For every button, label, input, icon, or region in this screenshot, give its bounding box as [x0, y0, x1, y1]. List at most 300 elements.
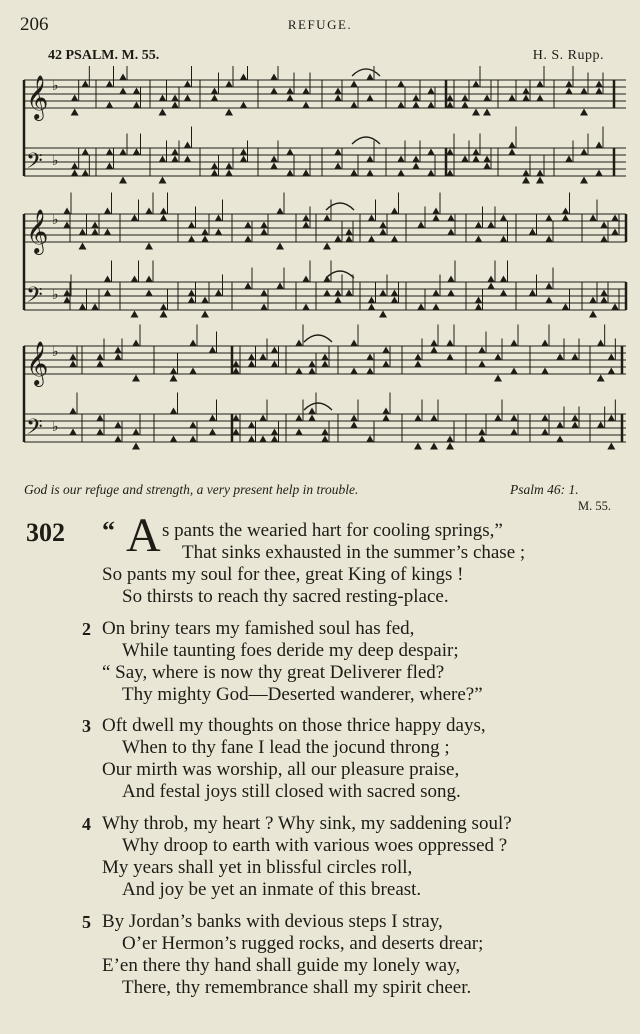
drop-cap: A [126, 509, 161, 562]
note-head [536, 177, 544, 184]
verse-line: Oft dwell my thoughts on those thrice happy days, [102, 715, 486, 736]
note-head [345, 290, 353, 297]
note-head [607, 354, 615, 361]
note-head [71, 163, 79, 170]
note-head [170, 368, 178, 375]
flat-sign: ♭ [52, 287, 59, 303]
note-head [571, 422, 579, 429]
note-head [379, 290, 387, 297]
note-head [334, 88, 342, 95]
note-head [478, 429, 486, 436]
note-head [522, 170, 530, 177]
epigraph-reference: Psalm 46: 1. [510, 482, 579, 497]
note-head [447, 229, 455, 236]
note-head [248, 436, 256, 443]
note-head [350, 340, 358, 347]
note-head [611, 304, 619, 311]
treble-clef: 𝄞 [26, 341, 49, 385]
note-head [571, 415, 579, 422]
fermata [326, 203, 354, 210]
note-head [259, 354, 267, 361]
note-head [536, 95, 544, 102]
note-head [541, 368, 549, 375]
note-head [321, 354, 329, 361]
composer: H. S. Rupp. [532, 48, 604, 63]
note-head [487, 283, 495, 290]
note-head [276, 208, 284, 215]
note-head [350, 422, 358, 429]
note-head [189, 340, 197, 347]
note-head [607, 368, 615, 375]
note-head [483, 95, 491, 102]
note-head [475, 304, 483, 311]
note-head [302, 304, 310, 311]
note-head [391, 236, 399, 243]
note-head [131, 215, 139, 222]
note-head [412, 156, 420, 163]
note-head [522, 88, 530, 95]
note-head [565, 81, 573, 88]
note-head [529, 290, 537, 297]
note-head [432, 304, 440, 311]
verse-line: “ Say, where is now thy great Deliverer fled? [102, 662, 445, 683]
note-head [494, 375, 502, 382]
note-head [114, 422, 122, 429]
note-head [500, 276, 508, 283]
note-head [96, 429, 104, 436]
note-head [565, 88, 573, 95]
note-head [159, 177, 167, 184]
note-head [69, 361, 77, 368]
note-head [366, 95, 374, 102]
note-head [189, 436, 197, 443]
note-head [334, 236, 342, 243]
note-head [106, 149, 114, 156]
flat-sign: ♭ [52, 344, 59, 360]
note-head [302, 215, 310, 222]
note-head [529, 229, 537, 236]
note-head [302, 102, 310, 109]
verse-line: My years shall yet in blissful circles roll, [102, 857, 413, 878]
note-head [345, 236, 353, 243]
bass-clef: 𝄢 [26, 415, 43, 445]
note-head [334, 95, 342, 102]
note-head [350, 81, 358, 88]
note-head [414, 354, 422, 361]
opening-quote: “ [102, 516, 115, 545]
note-head [545, 236, 553, 243]
note-head [260, 222, 268, 229]
note-head [323, 215, 331, 222]
note-head [483, 109, 491, 116]
note-head [79, 229, 87, 236]
note-head [565, 156, 573, 163]
note-head [607, 443, 615, 450]
note-head [260, 304, 268, 311]
note-head [595, 142, 603, 149]
note-head [345, 229, 353, 236]
note-head [597, 340, 605, 347]
note-head [556, 354, 564, 361]
verse-line: There, thy remembrance shall my spirit cheer. [122, 977, 472, 998]
note-head [104, 229, 112, 236]
note-head [494, 354, 502, 361]
note-head [366, 354, 374, 361]
note-head [430, 443, 438, 450]
note-head [188, 236, 196, 243]
note-head [446, 436, 454, 443]
note-head [215, 290, 223, 297]
fermata [352, 69, 380, 76]
note-head [132, 375, 140, 382]
note-head [170, 375, 178, 382]
note-head [562, 304, 570, 311]
note-head [536, 170, 544, 177]
fermata [326, 271, 354, 278]
note-head [188, 297, 196, 304]
note-head [397, 102, 405, 109]
note-head [302, 276, 310, 283]
note-head [334, 297, 342, 304]
note-head [397, 156, 405, 163]
note-head [240, 156, 248, 163]
note-head [600, 222, 608, 229]
note-head [225, 170, 233, 177]
note-head [447, 290, 455, 297]
note-head [432, 208, 440, 215]
note-head [510, 415, 518, 422]
note-head [244, 222, 252, 229]
note-head [159, 156, 167, 163]
flat-sign: ♭ [52, 212, 59, 228]
note-head [412, 95, 420, 102]
note-head [368, 304, 376, 311]
note-head [321, 361, 329, 368]
note-head [366, 436, 374, 443]
note-head [447, 215, 455, 222]
hymn-number: 302 [26, 518, 65, 547]
note-head [562, 208, 570, 215]
note-head [201, 297, 209, 304]
note-head [447, 276, 455, 283]
note-head [171, 156, 179, 163]
note-head [580, 109, 588, 116]
note-head [366, 156, 374, 163]
note-head [545, 297, 553, 304]
note-head [432, 215, 440, 222]
note-head [611, 229, 619, 236]
note-head [79, 243, 87, 250]
verse-number: 2 [82, 619, 91, 639]
note-head [350, 102, 358, 109]
note-head [308, 361, 316, 368]
note-head [580, 88, 588, 95]
note-head [189, 422, 197, 429]
note-head [211, 88, 219, 95]
note-head [379, 311, 387, 318]
note-head [308, 368, 316, 375]
note-head [259, 415, 267, 422]
note-head [145, 276, 153, 283]
running-head: REFUGE. [287, 17, 353, 32]
note-head [91, 229, 99, 236]
note-head [215, 229, 223, 236]
note-head [522, 177, 530, 184]
note-head [414, 415, 422, 422]
note-head [508, 142, 516, 149]
note-head [271, 347, 279, 354]
page-header [0, 14, 640, 38]
note-head [184, 81, 192, 88]
note-head [170, 408, 178, 415]
note-head [483, 156, 491, 163]
note-head [366, 74, 374, 81]
note-head [96, 354, 104, 361]
note-head [240, 149, 248, 156]
note-head [472, 81, 480, 88]
note-head [545, 215, 553, 222]
note-head [541, 415, 549, 422]
note-head [188, 222, 196, 229]
bass-clef: 𝄢 [26, 149, 43, 179]
note-head [379, 229, 387, 236]
verse-line: While taunting foes deride my deep despair; [122, 640, 459, 661]
note-head [225, 109, 233, 116]
note-head [580, 149, 588, 156]
note-head [446, 443, 454, 450]
note-head [209, 429, 217, 436]
note-head [589, 215, 597, 222]
verse-line: So thirsts to reach thy sacred resting-place. [122, 586, 449, 607]
note-head [334, 163, 342, 170]
note-head [209, 347, 217, 354]
note-head [391, 297, 399, 304]
note-head [71, 95, 79, 102]
note-head [160, 311, 168, 318]
note-head [494, 415, 502, 422]
note-head [366, 368, 374, 375]
note-head [475, 297, 483, 304]
note-head [184, 156, 192, 163]
note-head [69, 408, 77, 415]
note-head [132, 443, 140, 450]
note-head [201, 311, 209, 318]
note-head [461, 156, 469, 163]
fermata [304, 403, 332, 410]
note-head [271, 429, 279, 436]
note-head [271, 361, 279, 368]
verse-line: Thy mighty God—Deserted wanderer, where?” [122, 684, 483, 705]
note-head [189, 368, 197, 375]
note-head [106, 81, 114, 88]
note-head [81, 170, 89, 177]
note-head [184, 142, 192, 149]
note-head [510, 368, 518, 375]
note-head [556, 436, 564, 443]
note-head [160, 208, 168, 215]
note-head [562, 215, 570, 222]
note-head [600, 297, 608, 304]
verse-number: 4 [82, 814, 91, 834]
note-head [276, 283, 284, 290]
music-score [0, 66, 640, 466]
note-head [472, 156, 480, 163]
note-head [96, 361, 104, 368]
note-head [510, 429, 518, 436]
note-head [510, 340, 518, 347]
note-head [225, 81, 233, 88]
note-head [487, 276, 495, 283]
note-head [69, 429, 77, 436]
note-head [461, 102, 469, 109]
note-head [201, 229, 209, 236]
note-head [81, 149, 89, 156]
note-head [133, 102, 141, 109]
note-head [350, 415, 358, 422]
verse-line: And joy be yet an inmate of this breast. [122, 879, 422, 900]
page-number: 206 [20, 14, 49, 35]
note-head [270, 74, 278, 81]
note-head [595, 170, 603, 177]
note-head [114, 347, 122, 354]
note-head [556, 422, 564, 429]
verse-number: 5 [82, 912, 91, 932]
note-head [522, 95, 530, 102]
note-head [391, 290, 399, 297]
epigraph-text: God is our refuge and strength, a very present help in trouble. [24, 482, 359, 497]
note-head [414, 361, 422, 368]
verse-line: When to thy fane I lead the jocund throng ; [122, 737, 450, 758]
note-head [417, 304, 425, 311]
note-head [260, 229, 268, 236]
note-head [114, 354, 122, 361]
note-head [159, 95, 167, 102]
note-head [114, 436, 122, 443]
note-head [188, 290, 196, 297]
tune-name: 42 PSALM. M. 55. [48, 48, 160, 63]
note-head [334, 290, 342, 297]
note-head [350, 170, 358, 177]
note-head [500, 290, 508, 297]
note-head [145, 290, 153, 297]
flat-sign: ♭ [52, 419, 59, 435]
note-head [244, 236, 252, 243]
note-head [368, 215, 376, 222]
note-head [244, 283, 252, 290]
note-head [295, 340, 303, 347]
note-head [382, 408, 390, 415]
note-head [211, 170, 219, 177]
note-head [119, 74, 127, 81]
note-head [271, 436, 279, 443]
note-head [286, 149, 294, 156]
note-head [171, 149, 179, 156]
note-head [366, 170, 374, 177]
note-head [106, 102, 114, 109]
treble-clef: 𝄞 [26, 209, 49, 253]
verse-line: O’er Hermon’s rugged rocks, and deserts drear; [122, 933, 484, 954]
note-head [508, 95, 516, 102]
note-head [430, 415, 438, 422]
note-head [160, 215, 168, 222]
note-head [545, 283, 553, 290]
note-head [487, 222, 495, 229]
note-head [379, 222, 387, 229]
note-head [430, 340, 438, 347]
note-head [350, 368, 358, 375]
note-head [536, 81, 544, 88]
note-head [159, 109, 167, 116]
note-head [209, 415, 217, 422]
note-head [432, 290, 440, 297]
note-head [132, 429, 140, 436]
note-head [600, 236, 608, 243]
note-head [63, 208, 71, 215]
note-head [240, 102, 248, 109]
note-head [414, 443, 422, 450]
note-head [131, 276, 139, 283]
note-head [96, 415, 104, 422]
note-head [132, 340, 140, 347]
note-head [541, 429, 549, 436]
note-head [368, 236, 376, 243]
note-head [270, 163, 278, 170]
note-head [260, 290, 268, 297]
verse-line: Why throb, my heart ? Why sink, my saddening soul? [102, 813, 512, 834]
note-head [397, 81, 405, 88]
verse-line: s pants the wearied hart for cooling springs,” [162, 520, 503, 541]
verse-number: 3 [82, 716, 91, 736]
note-head [133, 88, 141, 95]
note-head [323, 243, 331, 250]
note-head [79, 304, 87, 311]
note-head [119, 88, 127, 95]
note-head [321, 436, 329, 443]
note-head [71, 170, 79, 177]
flat-sign: ♭ [52, 78, 59, 94]
note-head [295, 368, 303, 375]
note-head [240, 74, 248, 81]
note-head [607, 415, 615, 422]
note-head [382, 361, 390, 368]
verse-line: Our mirth was worship, all our pleasure praise, [102, 759, 460, 780]
note-head [478, 361, 486, 368]
note-head [133, 149, 141, 156]
note-head [201, 236, 209, 243]
note-head [225, 163, 233, 170]
note-head [397, 170, 405, 177]
flat-sign: ♭ [52, 153, 59, 169]
note-head [295, 415, 303, 422]
note-head [600, 290, 608, 297]
verse-line: By Jordan’s banks with devious steps I stray, [102, 911, 443, 932]
note-head [69, 354, 77, 361]
fermata [352, 137, 380, 144]
note-head [508, 149, 516, 156]
note-head [597, 375, 605, 382]
meter-label: M. 55. [578, 499, 611, 513]
tune-heading [48, 48, 604, 68]
note-head [483, 163, 491, 170]
verse-line: On briny tears my famished soul has fed, [102, 618, 415, 639]
note-head [321, 429, 329, 436]
note-head [106, 163, 114, 170]
note-head [91, 304, 99, 311]
note-head [412, 163, 420, 170]
note-head [71, 109, 79, 116]
note-head [211, 163, 219, 170]
note-head [131, 311, 139, 318]
